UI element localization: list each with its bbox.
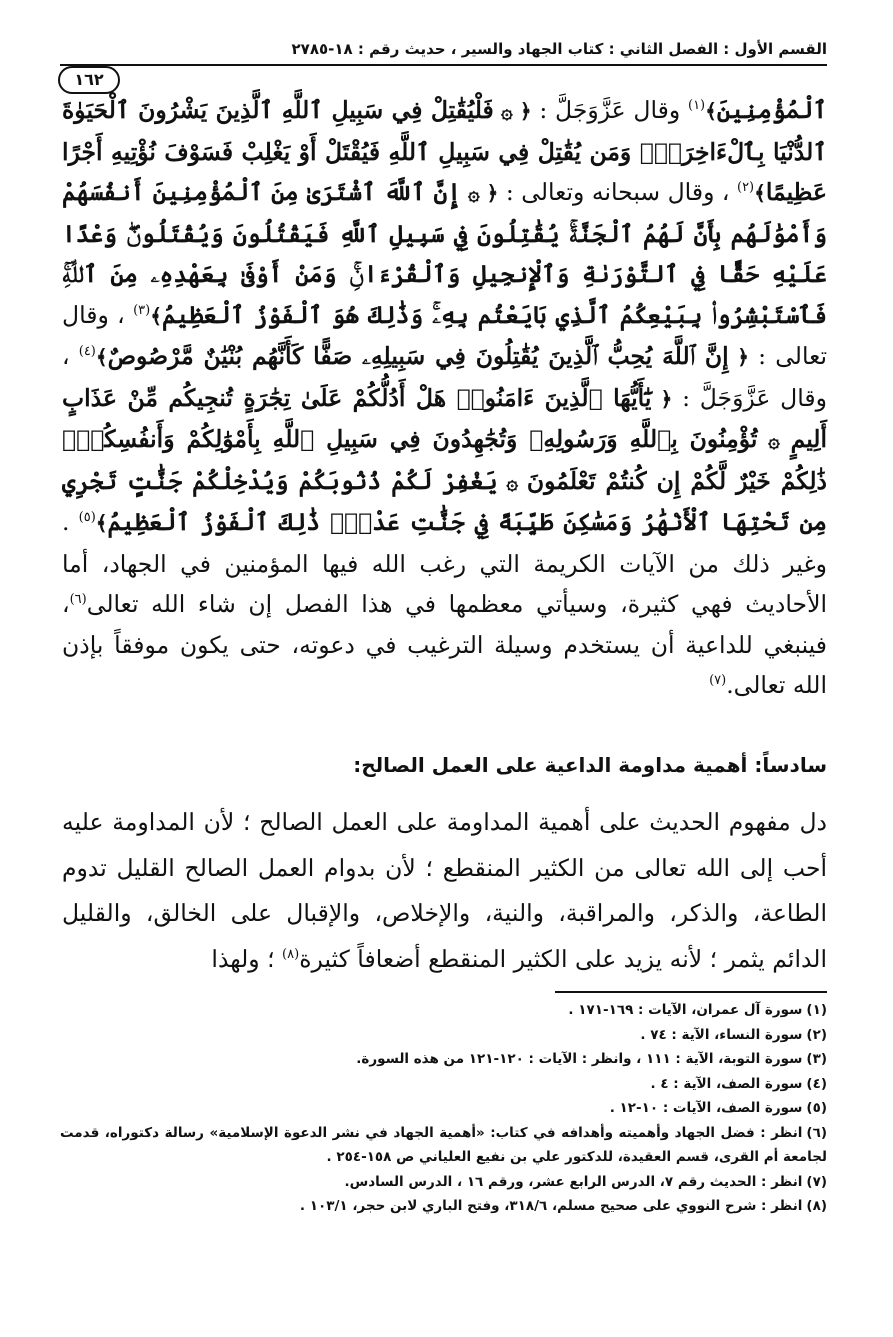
- verse-nisa-74: فَلْيُقَٰتِلْ فِي سَبِيلِ ٱللَّهِ ٱلَّذِينَ يَشْرُونَ ٱلْحَيَوٰةَ ٱلدُّنْيَا بِٱلْءَاخِرَةِۚ وَمَن يُقَٰتِلْ فِي سَبِيلِ ٱللَّهِ فَيُقْتَلْ أَوْ يَغْلِبْ فَسَوْفَ نُؤْتِيهِ أَجْرًا عَظِيمًا: [62, 96, 827, 206]
- verse-saff-10: يَٰٓأَيُّهَا ٱلَّذِينَ ءَامَنُوا۟ هَلْ أَدُلُّكُمْ عَلَىٰ تِجَٰرَةٍ تُنجِيكُم مِّنْ عَذَابٍ أَلِيمٍ: [62, 383, 827, 453]
- footnote-item: [60, 998, 827, 1023]
- footnote-number: (١): [806, 1002, 827, 1018]
- footnote-number: (٦): [806, 1124, 827, 1141]
- running-header: القسم الأول : الفصل الثاني : كتاب الجهاد والسير ، حديث رقم : ١٨-٢٧٨٥: [291, 40, 827, 58]
- verse-open-bracket: ﴿: [651, 386, 673, 411]
- footnote-item: [60, 1047, 827, 1072]
- footnotes-list: [60, 998, 827, 1219]
- footnote-number: (٨): [806, 1198, 827, 1214]
- footnote-text: سورة الصف، الآية : ٤ .: [650, 1075, 803, 1092]
- verse-close-bracket: ﴾: [95, 511, 108, 535]
- footnote-text: سورة التوبة، الآية : ١١١ ، وانظر : الآيات : ١٢٠-١٢١ من هذه السورة.: [356, 1051, 803, 1067]
- header-rule: [60, 64, 827, 66]
- footnote-ref-3[interactable]: (٣): [133, 302, 151, 318]
- footnote-text: انظر : شرح النووي على صحيح مسلم، ٣١٨/٦، وفتح الباري لابن حجر، ١٠٣/١ .: [299, 1198, 803, 1214]
- footnote-ref-2[interactable]: (٢): [736, 180, 755, 196]
- footnote-text: سورة الصف، الآيات : ١٠-١٢ .: [609, 1100, 803, 1116]
- verse-close-bracket: ﴾: [150, 303, 162, 328]
- footnote-ref-6[interactable]: (٦): [69, 592, 87, 608]
- footnote-text: انظر : فضل الجهاد وأهميته وأهدافه في كتاب: «أهمية الجهاد في نشر الدعوة الإسلامية» رسالة دكتوراه، قدمت لجامعة أم القرى، قسم العقيدة، للدكتور علي بن نفيع العلياني ص ١٥٨-٢٥٤ .: [60, 1124, 827, 1165]
- footnote-item: [60, 1096, 827, 1121]
- footnote-number: (٥): [806, 1100, 827, 1116]
- footnote-separator: [555, 991, 827, 993]
- verse-tawba-111: إِنَّ ٱللَّهَ ٱشْتَرَىٰ مِنَ ٱلْمُؤْمِنِينَ أَنفُسَهُمْ وَأَمْوَٰلَهُم بِأَنَّ لَهُمُ ٱلْجَنَّةَۚ يُقَٰتِلُونَ فِي سَبِيلِ ٱللَّهِ فَيَقْتُلُونَ وَيُقْتَلُونَۖ وَعْدًا عَلَيْهِ حَقًّا فِي ٱلتَّوْرَىٰةِ وَٱلْإِنجِيلِ وَٱلْقُرْءَانِۚ وَمَنْ أَوْفَىٰ بِعَهْدِهِۦ مِنَ ٱللَّهِۚ فَٱسْتَبْشِرُوا۟ بِبَيْعِكُمُ ٱلَّذِي بَايَعْتُم بِهِۦۚ وَذَٰلِكَ هُوَ ٱلْفَوْزُ ٱلْعَظِيمُ: [62, 178, 827, 329]
- footnote-ref-5[interactable]: (٥): [78, 510, 96, 526]
- verse-open-bracket: ﴿ ۞: [493, 99, 532, 123]
- footnote-item: [60, 1170, 827, 1195]
- verse-separator-star: ۞: [497, 469, 527, 494]
- verse-close-bracket: ﴾: [754, 181, 766, 205]
- footnote-item: [60, 1194, 827, 1219]
- intro-paragraph: [62, 90, 827, 706]
- footnote-item: [60, 1121, 827, 1170]
- footnote-number: (٢): [806, 1026, 827, 1043]
- paragraph-text-end: ؛ ولهذا: [211, 944, 283, 973]
- section-paragraph: [62, 800, 827, 982]
- verse-close-bracket: ﴾: [95, 345, 108, 369]
- footnote-number: (٣): [806, 1051, 827, 1067]
- verse-fragment-1: ٱلْمُؤْمِنِينَ: [716, 96, 827, 124]
- page-number: ١٦٢: [58, 66, 120, 94]
- commentary-text: ، فينبغي للداعية أن يستخدم وسيلة الترغيب في دعوته، حتى يكون موفقاً بإذن الله تعالى.: [62, 590, 827, 699]
- verse-close-bracket: ﴾: [705, 99, 717, 123]
- paragraph-text: دل مفهوم الحديث على أهمية المداومة على العمل الصالح ؛ لأن المداومة عليه أحب إلى الله تعالى من الكثير المنقطع ؛ لأن بدوام العمل الصالح القليل تدوم الطاعة، والذكر، والمراقبة، والنية، والإخلاص، والإقبال على الخالق، والقليل الدائم يثمر ؛ لأنه يزيد على الكثير المنقطع أضعافاً كثيرة: [62, 808, 827, 973]
- verse-open-bracket: ﴿ ۞: [460, 181, 499, 205]
- footnote-text: سورة النساء، الآية : ٧٤ .: [640, 1026, 803, 1043]
- connector-text: وقال عَزَّوَجَلَّ :: [531, 96, 688, 124]
- footnote-text: سورة آل عمران، الآيات : ١٦٩-١٧١ .: [568, 1002, 803, 1018]
- verse-saff-4: إِنَّ ٱللَّهَ يُحِبُّ ٱلَّذِينَ يُقَٰتِلُونَ فِي سَبِيلِهِۦ صَفًّا كَأَنَّهُم بُنْيَٰنٌ مَّرْصُوصٌ: [107, 342, 729, 370]
- footnote-number: (٧): [806, 1173, 827, 1190]
- footnote-text: انظر : الحديث رقم ٧، الدرس الرابع عشر، ورقم ١٦ ، الدرس السادس.: [344, 1173, 803, 1190]
- footnote-ref-8[interactable]: (٨): [282, 946, 300, 962]
- section-heading: سادساً: أهمية مداومة الداعية على العمل الصالح:: [353, 753, 827, 777]
- footnote-item: [60, 1023, 827, 1048]
- connector-text: ، وقال سبحانه وتعالى :: [498, 178, 737, 206]
- footnote-item: [60, 1072, 827, 1097]
- footnote-ref-4[interactable]: (٤): [78, 344, 96, 360]
- verse-saff-12: يَغْفِرْ لَكُمْ ذُنُوبَكُمْ وَيُدْخِلْكُمْ جَنَّٰتٍ تَجْرِي مِن تَحْتِهَا ٱلْأَنْهَٰرُ وَمَسَٰكِنَ طَيِّبَةً فِي جَنَّٰتِ عَدْنٍۚ ذَٰلِكَ ٱلْفَوْزُ ٱلْعَظِيمُ: [62, 466, 827, 536]
- connector-text: ، وقال عَزَّوَجَلَّ :: [62, 342, 827, 412]
- footnote-ref-1[interactable]: (١): [687, 98, 706, 114]
- commentary-text: . وغير ذلك من الآيات الكريمة التي رغب الله فيها المؤمنين في الجهاد، أما الأحاديث فهي كثيرة، وسيأتي معظمها في هذا الفصل إن شاء الله تعالى: [62, 508, 827, 618]
- verse-saff-11: تُؤْمِنُونَ بِٱللَّهِ وَرَسُولِهِۦ وَتُجَٰهِدُونَ فِي سَبِيلِ ٱللَّهِ بِأَمْوَٰلِكُمْ وَأَنفُسِكُمْۚ ذَٰلِكُمْ خَيْرٌ لَّكُمْ إِن كُنتُمْ تَعْلَمُونَ: [62, 425, 827, 495]
- connector-text: ، وقال تعالى :: [62, 300, 827, 370]
- verse-separator-star: ۞: [757, 428, 791, 452]
- verse-open-bracket: ﴿: [728, 345, 749, 369]
- footnote-number: (٤): [806, 1075, 827, 1092]
- footnote-ref-7[interactable]: (٧): [709, 673, 727, 689]
